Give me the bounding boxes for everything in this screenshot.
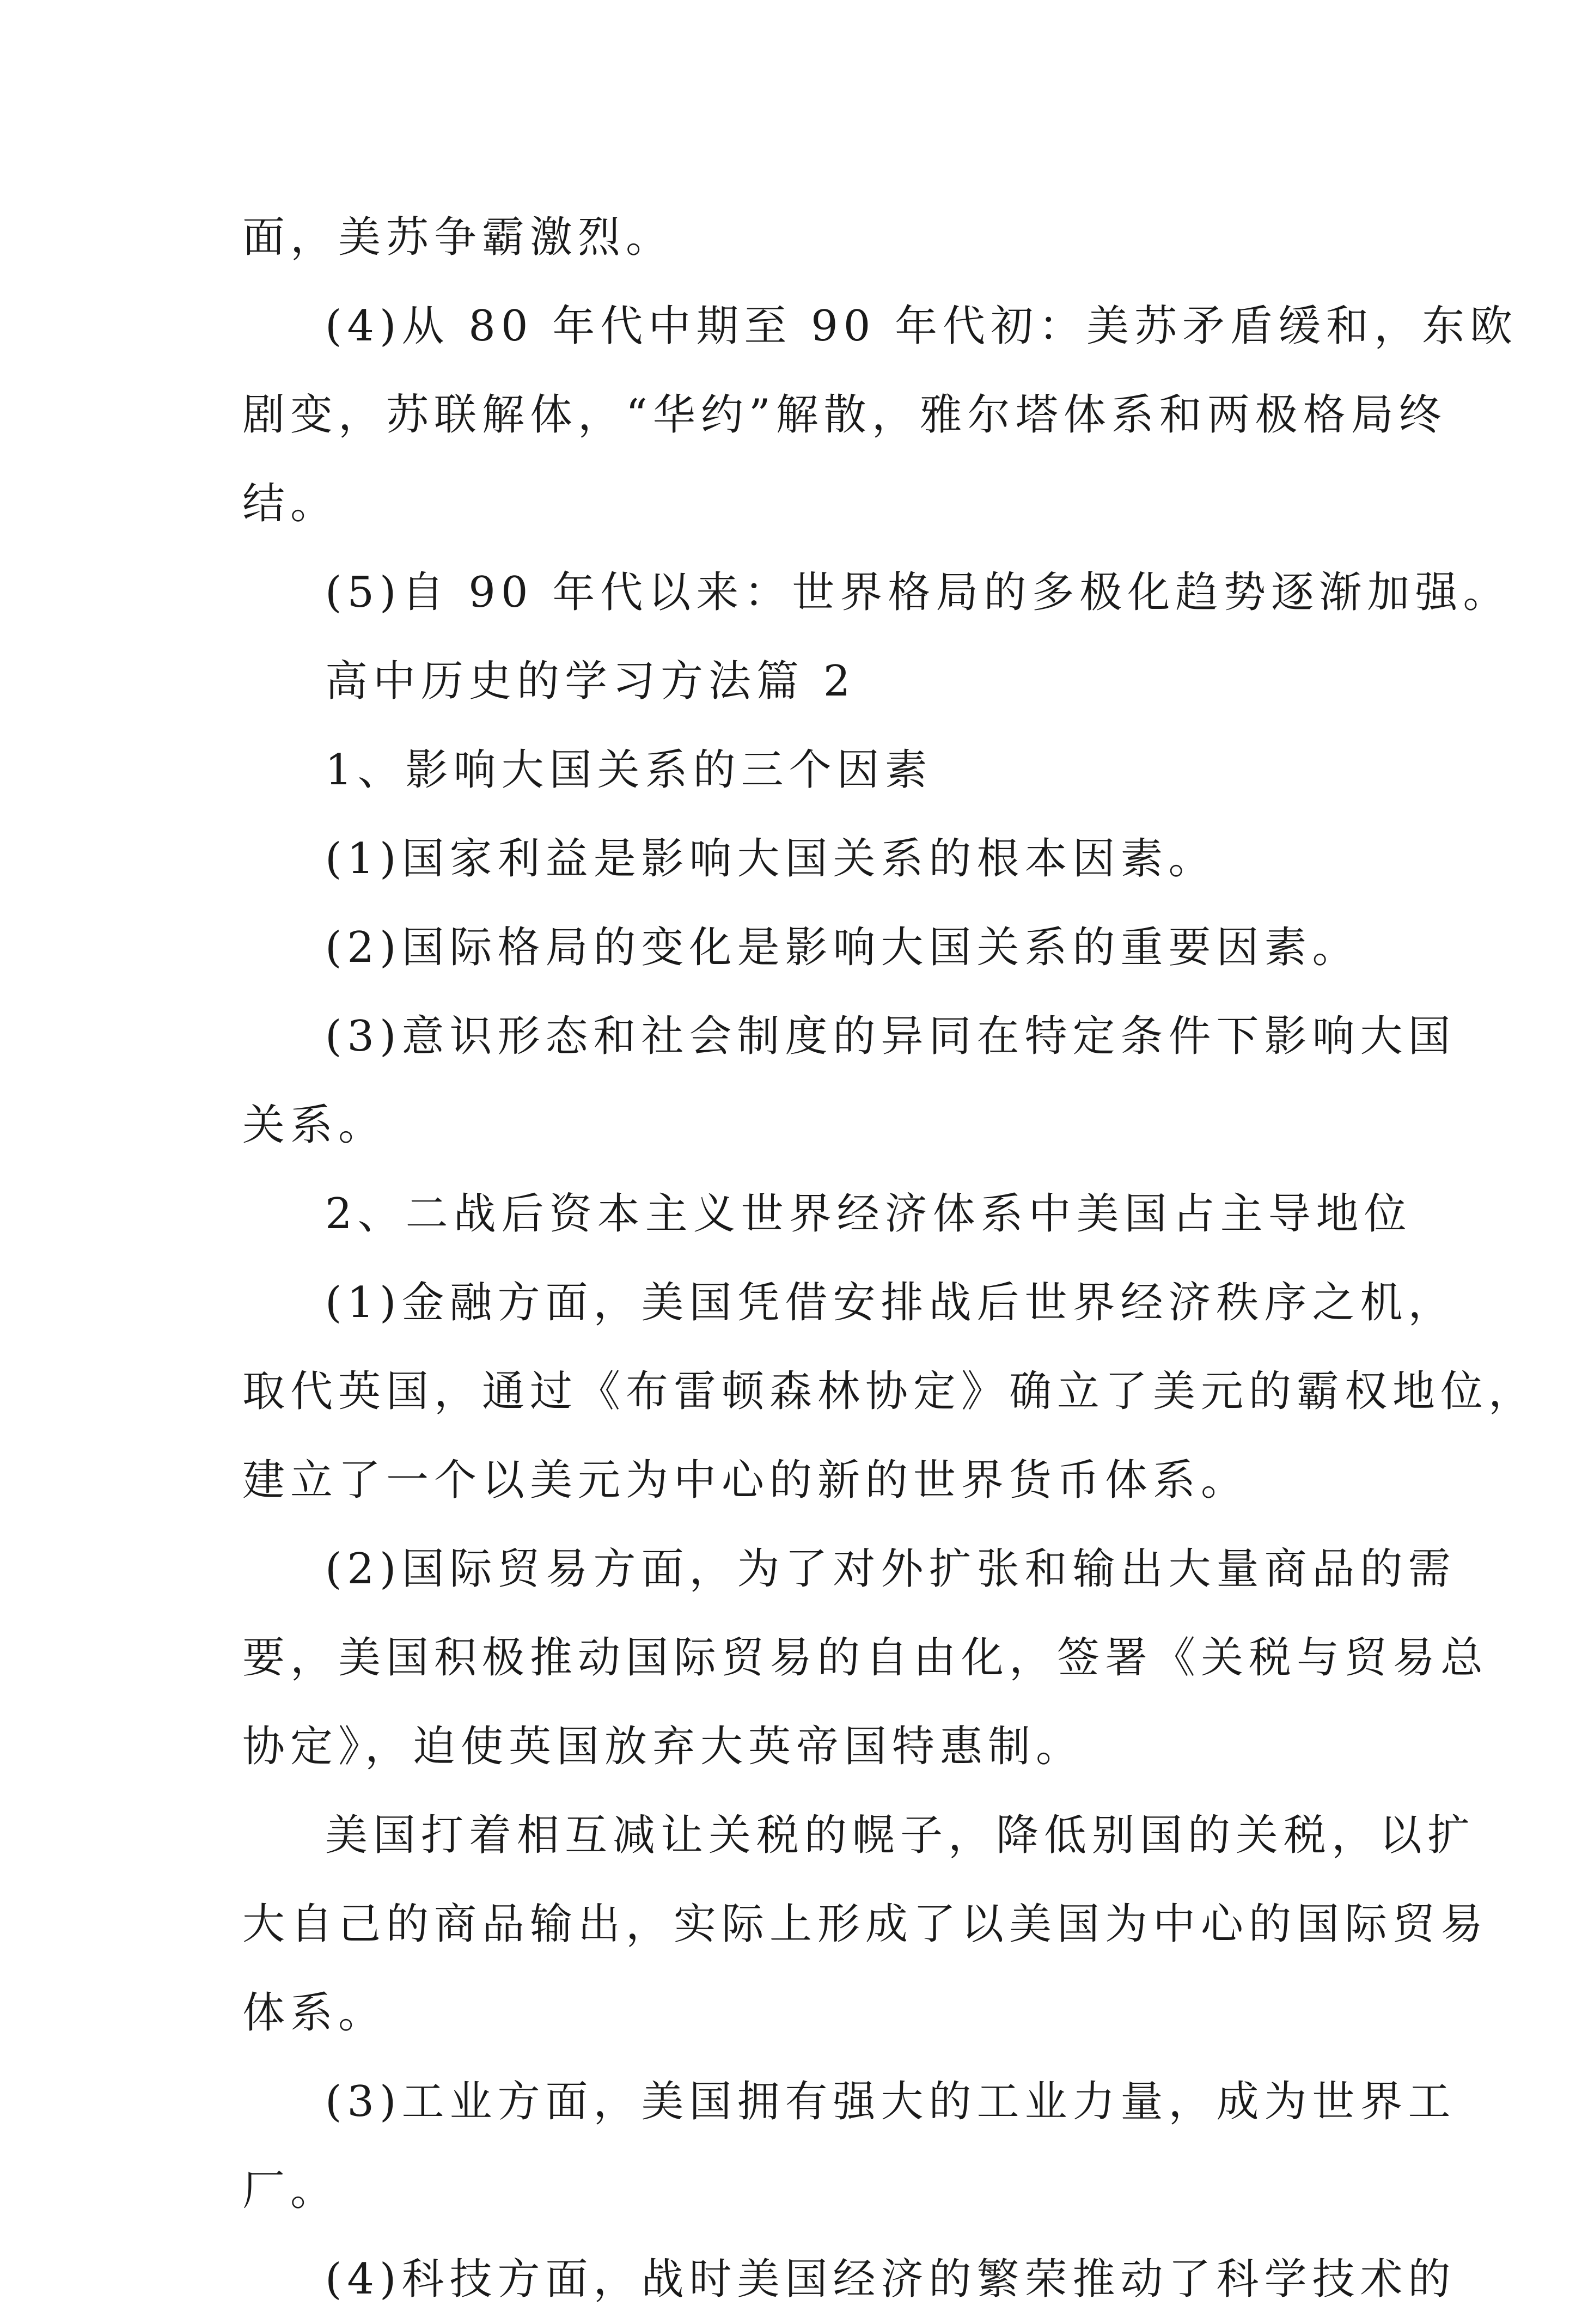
text-line: (2)国际贸易方面，为了对外扩张和输出大量商品的需	[325, 1545, 1456, 1594]
text-line: 美国打着相互减让关税的幌子，降低别国的关税，以扩	[325, 1811, 1476, 1860]
text-line: (2)国际格局的变化是影响大国关系的重要因素。	[325, 923, 1360, 972]
text-line: (1)国家利益是影响大国关系的根本因素。	[325, 834, 1217, 883]
text-line: 体系。	[242, 1988, 387, 2038]
text-line: 剧变，苏联解体，“华约”解散，雅尔塔体系和两极格局终	[242, 391, 1447, 440]
text-line: 大自己的商品输出，实际上形成了以美国为中心的国际贸易	[242, 1900, 1489, 1949]
subsection-heading: 1、影响大国关系的三个因素	[325, 746, 933, 795]
text-line: 结。	[242, 479, 339, 528]
text-line: 协定》，迫使英国放弃大英帝国特惠制。	[242, 1722, 1084, 1771]
section-heading: 高中历史的学习方法篇 2	[325, 657, 856, 706]
text-line: 取代英国，通过《布雷顿森林协定》确立了美元的霸权地位，	[242, 1367, 1537, 1416]
text-line: 建立了一个以美元为中心的新的世界货币体系。	[242, 1456, 1249, 1505]
text-line: 厂。	[242, 2166, 339, 2215]
text-line: (3)意识形态和社会制度的异同在特定条件下影响大国	[325, 1012, 1456, 1061]
text-line: 面，美苏争霸激烈。	[242, 213, 674, 262]
text-line: 关系。	[242, 1101, 387, 1150]
text-line: 要，美国积极推动国际贸易的自由化，签署《关税与贸易总	[242, 1633, 1489, 1682]
text-line: (5)自 90 年代以来：世界格局的多极化趋势逐渐加强。	[325, 568, 1511, 617]
text-line: (1)金融方面，美国凭借安排战后世界经济秩序之机，	[325, 1278, 1456, 1327]
text-line: (4)科技方面，战时美国经济的繁荣推动了科学技术的	[325, 2255, 1456, 2304]
subsection-heading: 2、二战后资本主义世界经济体系中美国占主导地位	[325, 1190, 1412, 1239]
text-line: (3)工业方面，美国拥有强大的工业力量，成为世界工	[325, 2077, 1456, 2126]
text-line: (4)从 80 年代中期至 90 年代初：美苏矛盾缓和，东欧	[325, 302, 1518, 351]
